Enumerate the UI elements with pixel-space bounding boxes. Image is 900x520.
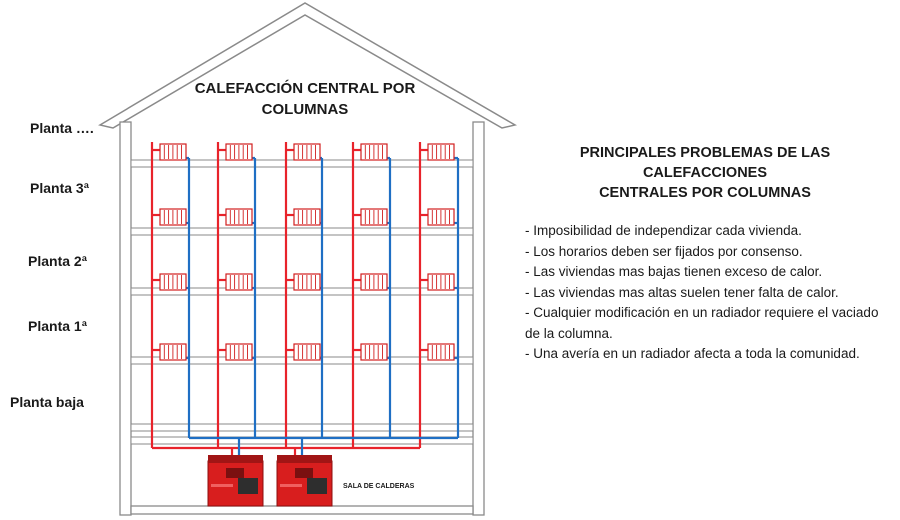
radiator (361, 209, 387, 225)
floor-label-3: Planta 3ª (30, 180, 89, 196)
radiator (428, 144, 454, 160)
radiators (160, 144, 454, 360)
floor-slab (131, 160, 473, 167)
radiator (294, 344, 320, 360)
radiator (160, 274, 186, 290)
problems-list (525, 221, 895, 365)
radiator (428, 344, 454, 360)
floor-label-ground: Planta baja (10, 394, 84, 410)
problems-title-line-1: PRINCIPALES PROBLEMAS DE LAS CALEFACCIONES (579, 145, 831, 181)
boiler-room-label: SALA DE CALDERAS (343, 483, 415, 490)
radiator (361, 144, 387, 160)
diagram-title-line-1: CALEFACCIÓN CENTRAL POR (194, 80, 416, 97)
radiator (294, 144, 320, 160)
problem-item: - Las viviendas mas bajas tienen exceso de calor. (525, 264, 823, 279)
diagram-title (185, 78, 425, 120)
radiator (428, 274, 454, 290)
problems-title (525, 143, 895, 203)
radiator (294, 274, 320, 290)
diagram-title-line-2: COLUMNAS (261, 101, 349, 118)
floor-slab (131, 424, 473, 431)
radiator (361, 274, 387, 290)
radiator (160, 344, 186, 360)
problems-panel (525, 143, 895, 365)
radiator (226, 344, 252, 360)
problem-item: - Los horarios deben ser fijados por consenso. (525, 243, 803, 259)
radiator (160, 209, 186, 225)
radiator (226, 274, 252, 290)
boiler-1 (208, 455, 263, 506)
radiator (294, 209, 320, 225)
problems-title-line-2: CENTRALES POR COLUMNAS (599, 185, 811, 201)
floor-label-2: Planta 2ª (28, 253, 87, 269)
floor-slab (131, 228, 473, 235)
pipe-network (152, 142, 458, 459)
radiator (160, 144, 186, 160)
problem-item: - Cualquier modificación en un radiador requiere el vaciado de la columna. (525, 305, 879, 341)
boiler-2 (277, 455, 332, 506)
problem-item: - Las viviendas mas altas suelen tener falta de calor. (525, 284, 839, 300)
radiator (428, 209, 454, 225)
problem-item: - Una avería en un radiador afecta a toda la comunidad. (525, 346, 860, 361)
floor-label-1: Planta 1ª (28, 318, 87, 334)
floor-slabs (131, 160, 473, 444)
radiator (361, 344, 387, 360)
radiator (226, 144, 252, 160)
floor-label-top: Planta …. (30, 120, 94, 136)
problem-item: - Imposibilidad de independizar cada vivienda. (525, 223, 802, 238)
radiator (226, 209, 252, 225)
